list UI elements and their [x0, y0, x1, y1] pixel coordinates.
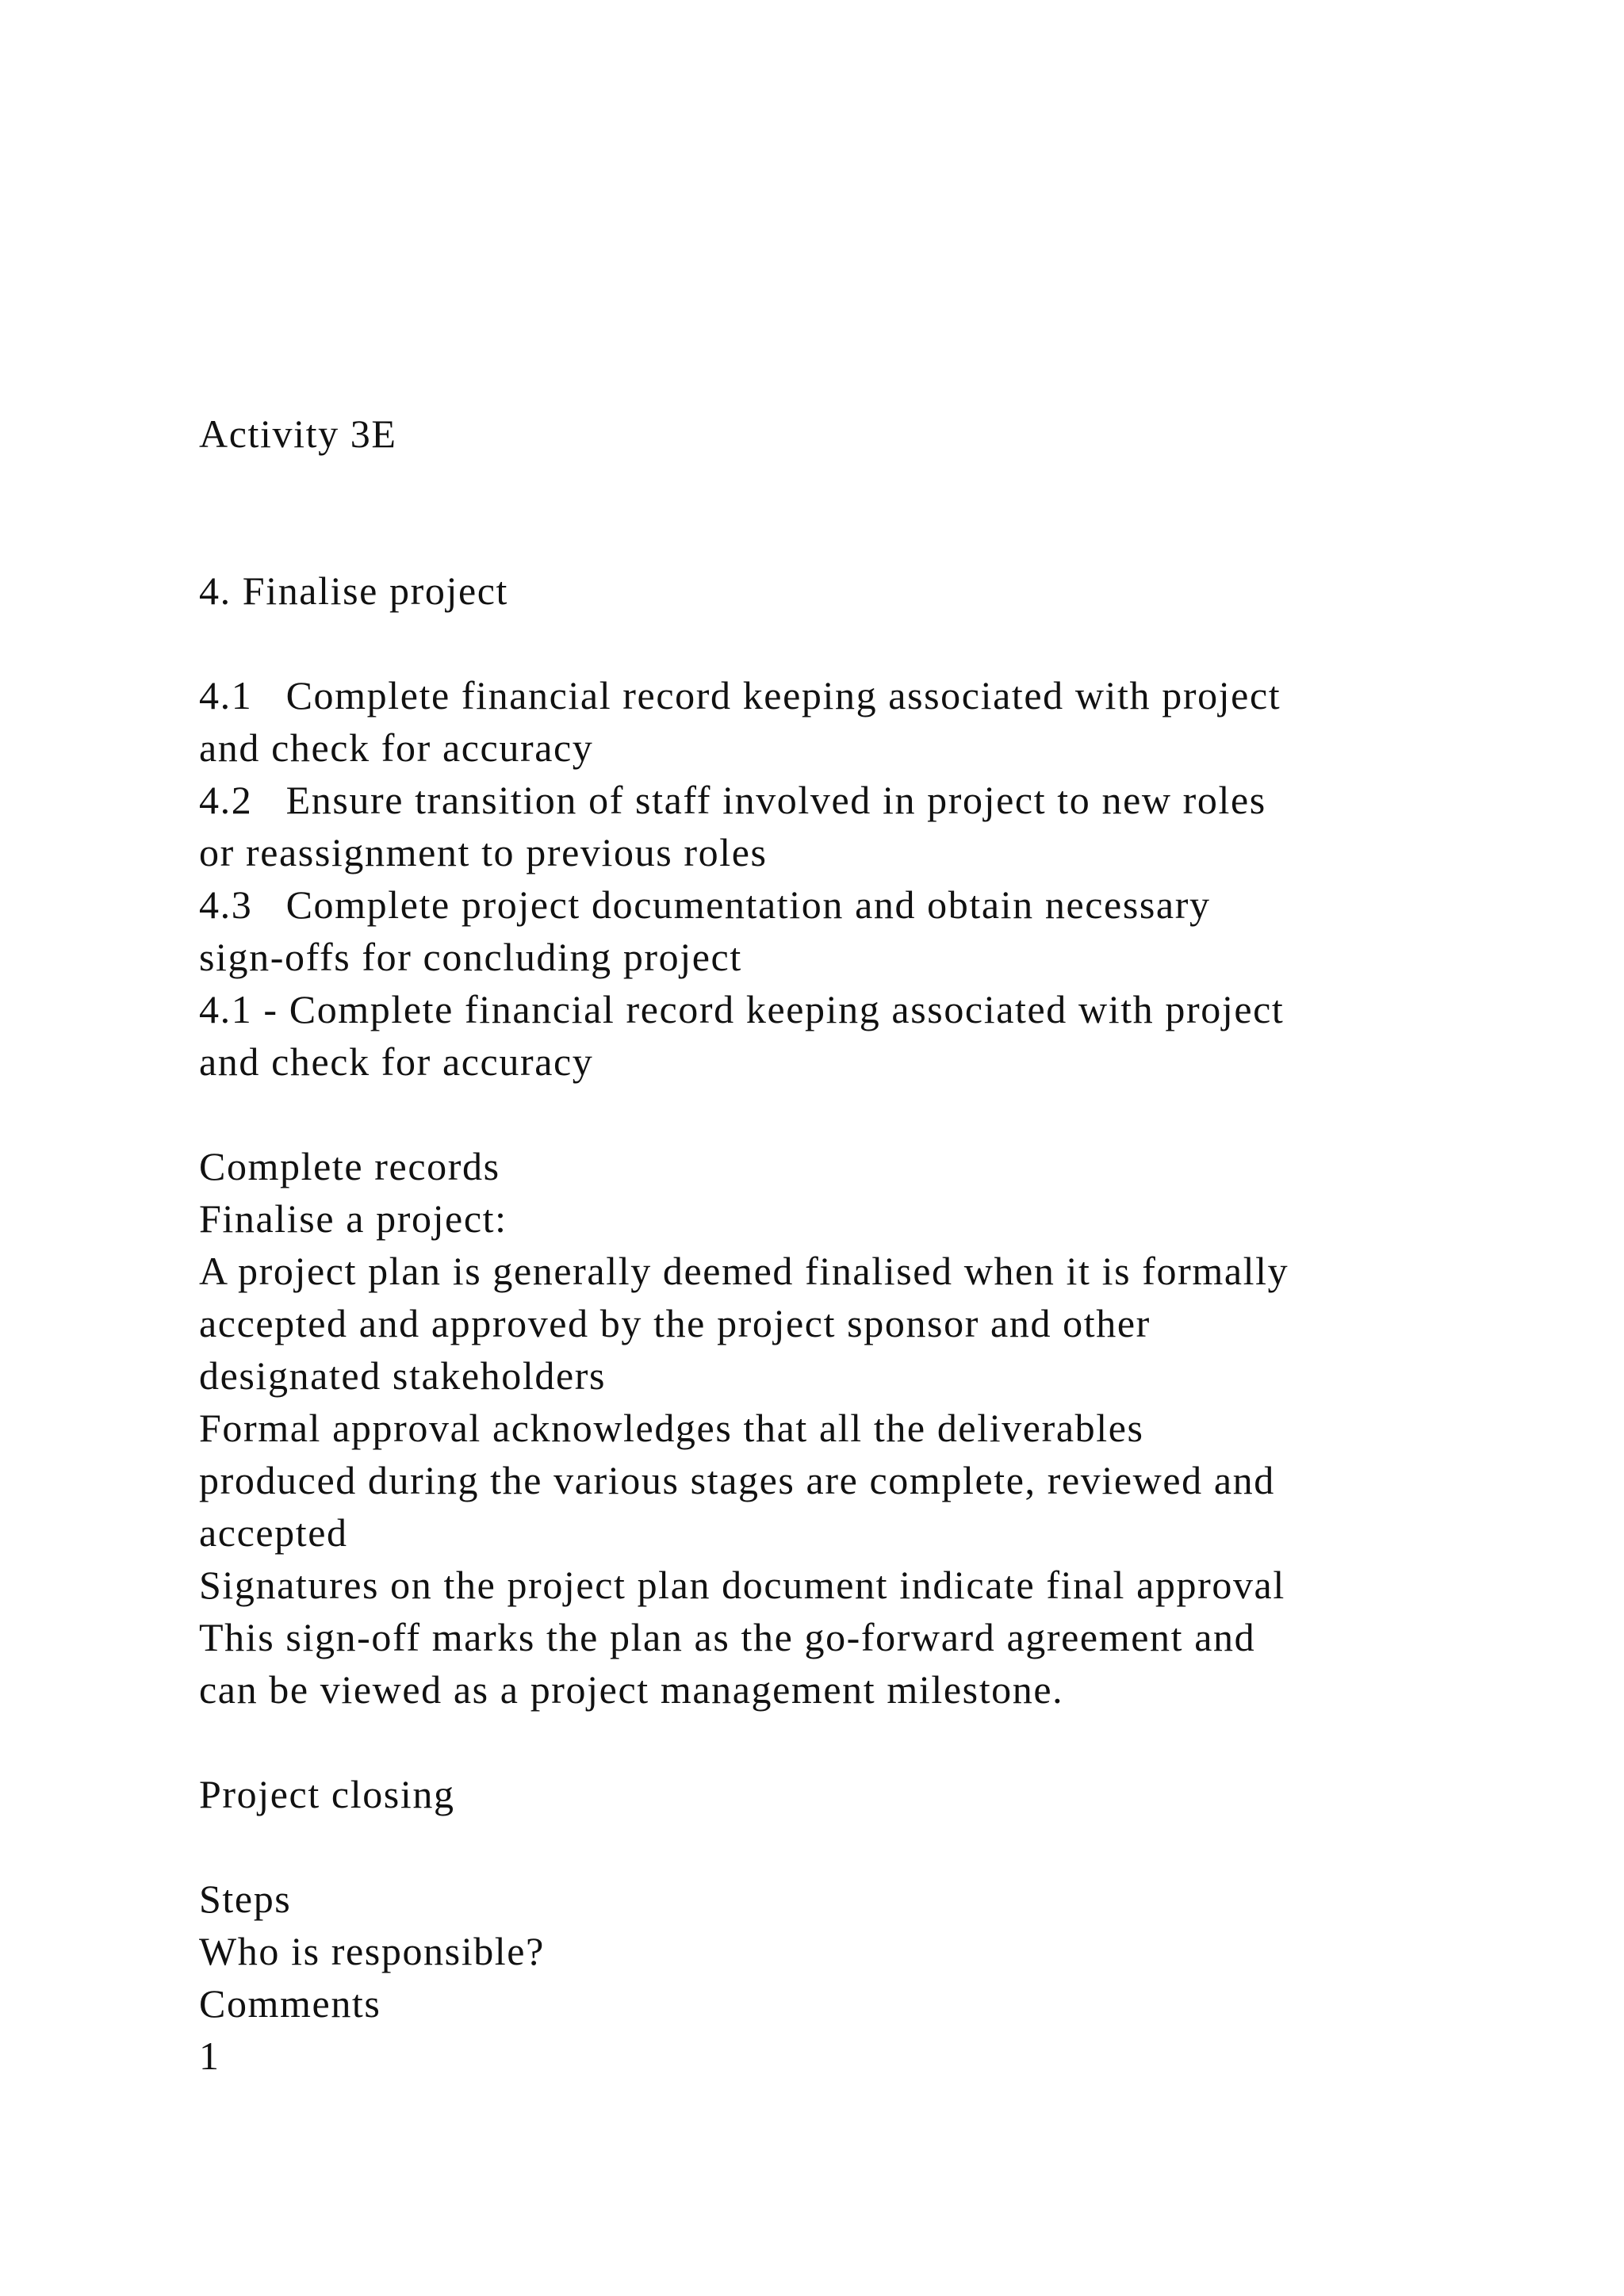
objective-line: or reassignment to previous roles [199, 830, 768, 874]
spacer [199, 460, 1436, 564]
objective-line: 4.1 - Complete financial record keeping associated with project [199, 987, 1285, 1031]
document-body [199, 408, 1436, 2082]
paragraph-line: A project plan is generally deemed finalised when it is formally [199, 1249, 1289, 1293]
steps-label: Steps [199, 1877, 292, 1921]
paragraph-line: accepted and approved by the project sponsor and other [199, 1301, 1151, 1345]
objective-line: and check for accuracy [199, 725, 594, 770]
spacer [199, 1820, 1436, 1873]
spacer [199, 1716, 1436, 1768]
complete-records-section [199, 1140, 1436, 1716]
paragraph-line: This sign-off marks the plan as the go-forward agreement and [199, 1615, 1256, 1659]
section-heading: 4. Finalise project [199, 568, 509, 613]
comments-label: Comments [199, 1981, 381, 2026]
objective-line: 4.1 Complete financial record keeping associated with project [199, 673, 1281, 718]
objective-line: 4.3 Complete project documentation and obtain necessary [199, 882, 1211, 927]
paragraph-line: accepted [199, 1510, 348, 1555]
spacer [199, 617, 1436, 669]
complete-records-heading: Complete records [199, 1144, 500, 1188]
project-closing-section [199, 1768, 1436, 2082]
objectives-list [199, 669, 1436, 1088]
paragraph-line: Signatures on the project plan document indicate final approval [199, 1563, 1285, 1607]
finalise-subheading: Finalise a project: [199, 1196, 508, 1241]
objective-line: sign-offs for concluding project [199, 935, 742, 979]
spacer [199, 1088, 1436, 1140]
document-title: Activity 3E [199, 411, 397, 456]
paragraph-line: produced during the various stages are complete, reviewed and [199, 1458, 1275, 1502]
paragraph-line: Formal approval acknowledges that all the deliverables [199, 1406, 1144, 1450]
objective-line: and check for accuracy [199, 1039, 594, 1084]
objective-line: 4.2 Ensure transition of staff involved in project to new roles [199, 778, 1266, 822]
row-number: 1 [199, 2034, 220, 2078]
paragraph-line: can be viewed as a project management milestone. [199, 1667, 1064, 1712]
paragraph-line: designated stakeholders [199, 1353, 607, 1398]
project-closing-heading: Project closing [199, 1772, 455, 1816]
responsible-label: Who is responsible? [199, 1929, 545, 1973]
